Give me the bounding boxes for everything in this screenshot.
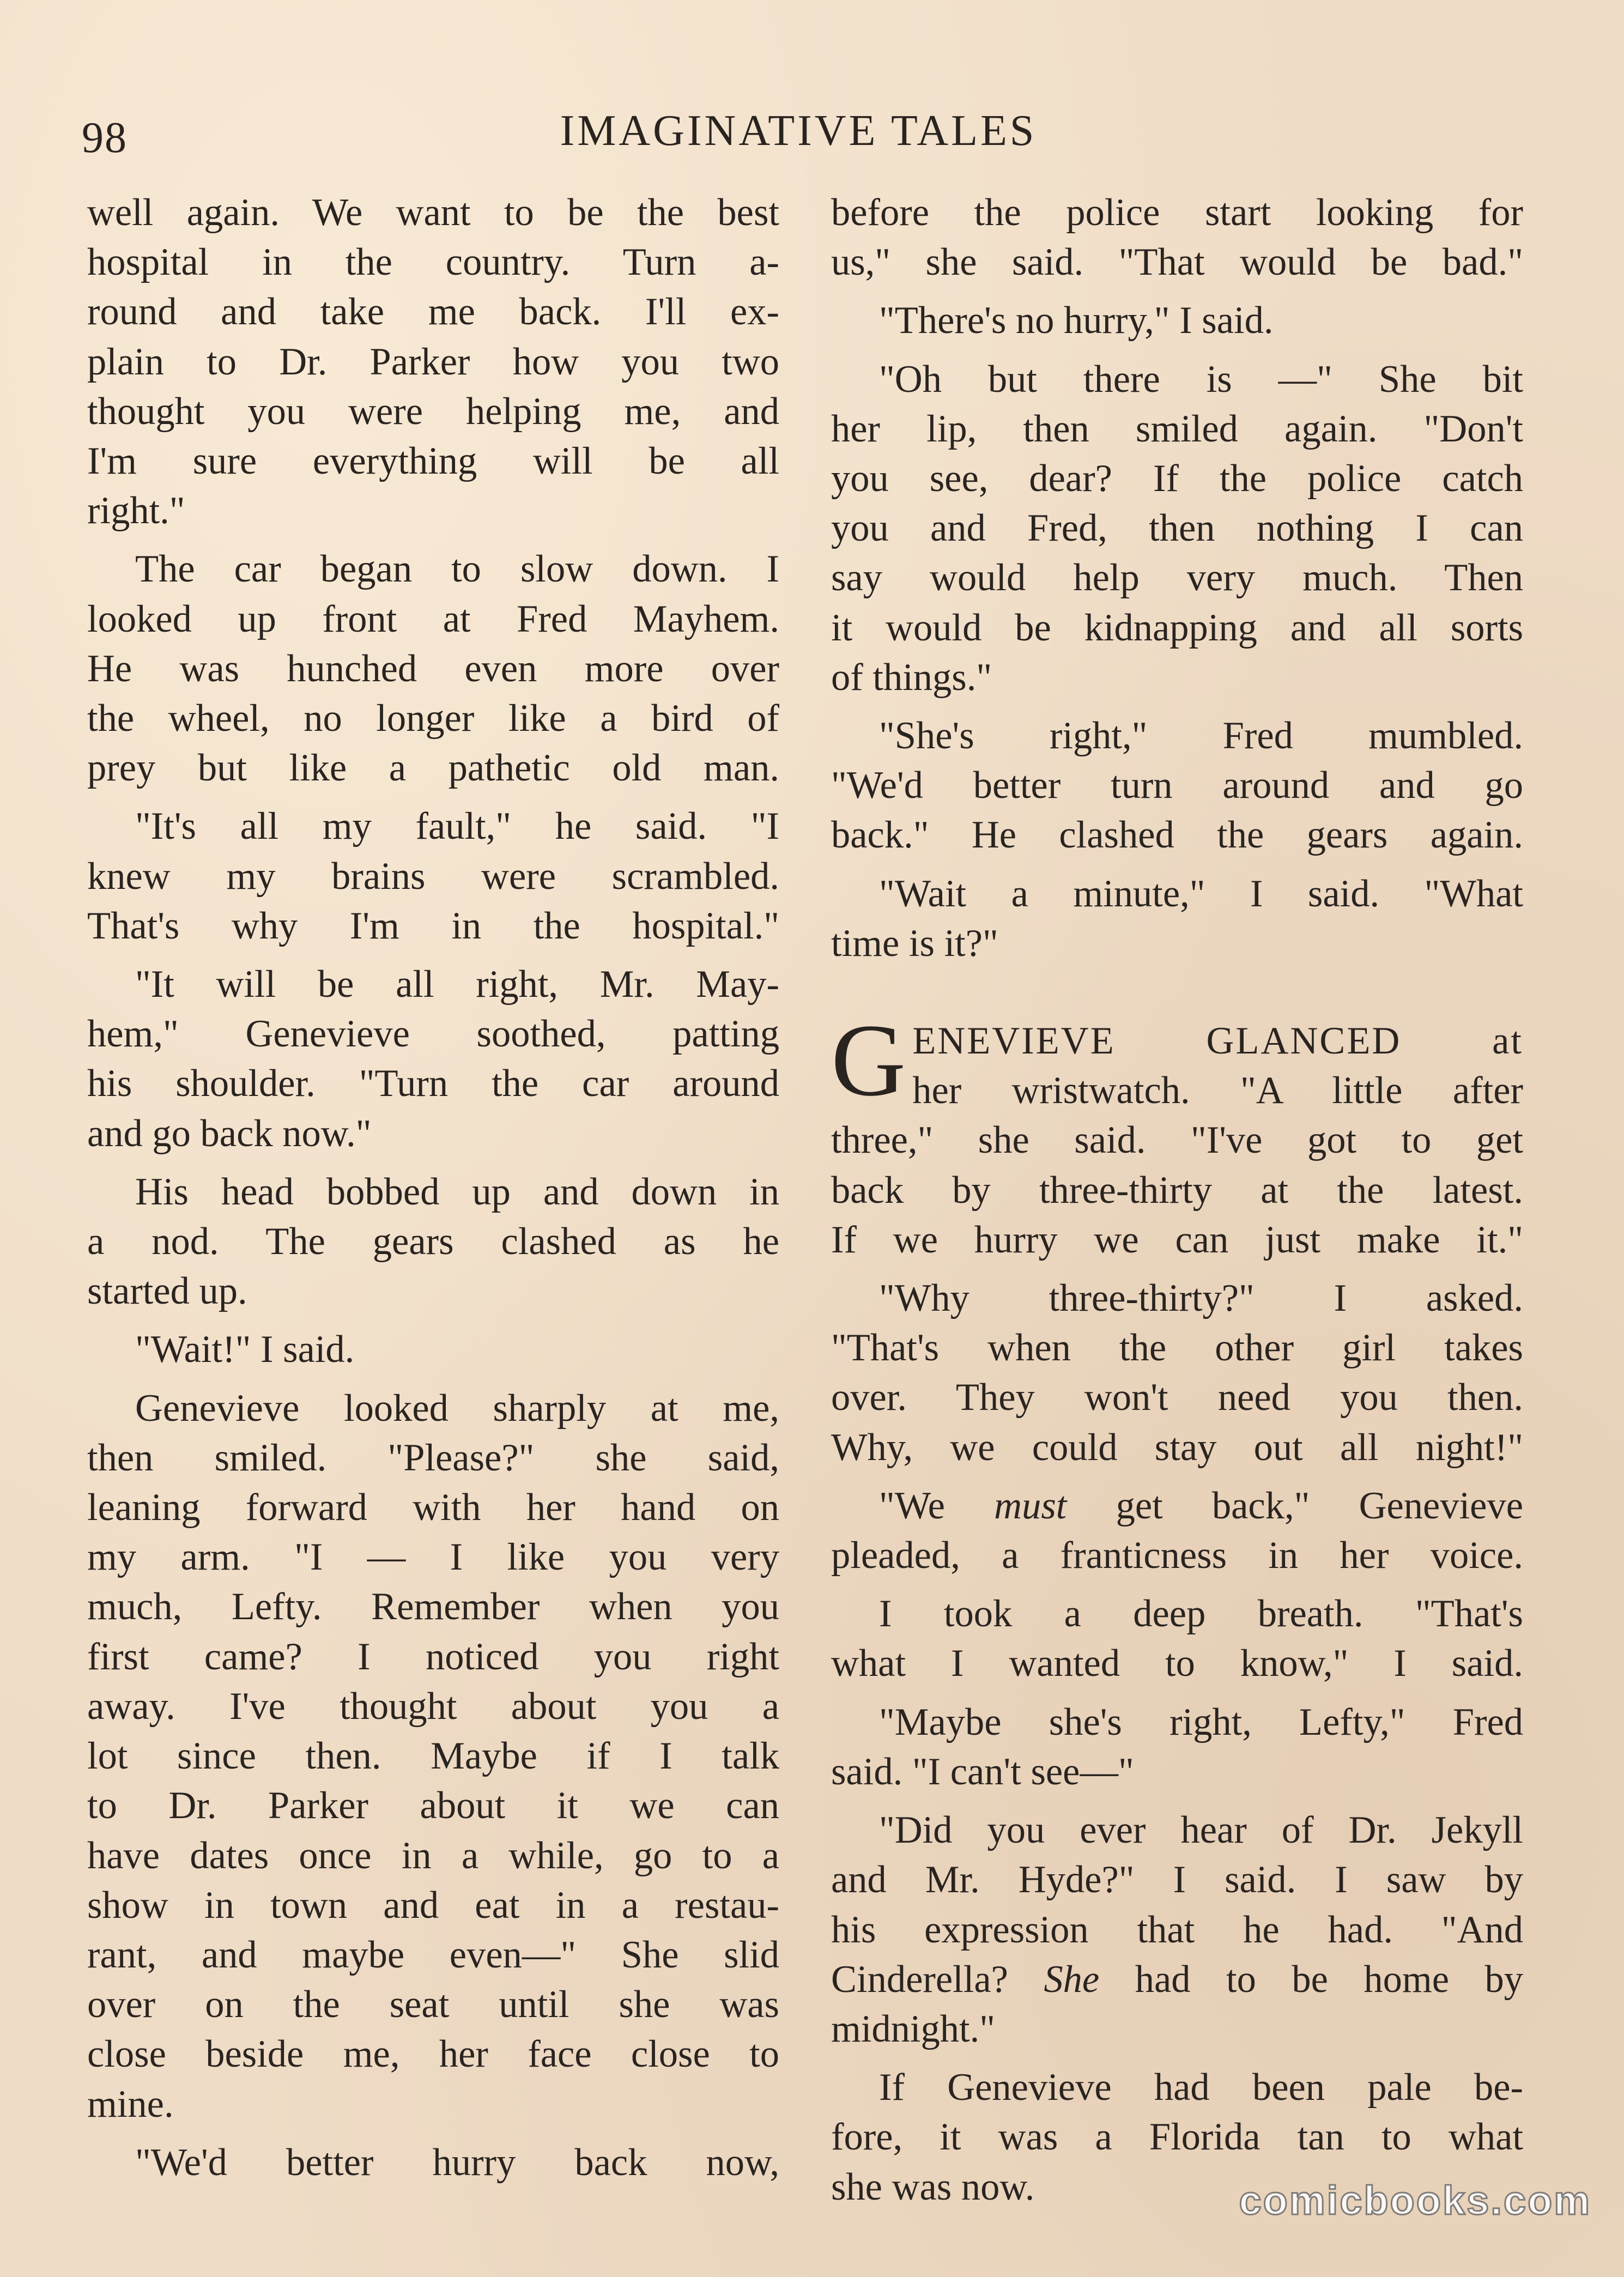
text-line: to Dr. Parker about it we can [87,1784,779,1827]
text-line: a nod. The gears clashed as he [87,1220,779,1263]
text-line: first came? I noticed you right [87,1635,779,1678]
text-line: her wristwatch. "A little after [912,1069,1523,1112]
paragraph [87,1167,779,1317]
text-line: back by three-thirty at the latest. [831,1168,1523,1212]
paragraph [831,1481,1523,1580]
site-watermark: comicbooks.com [1239,2178,1591,2223]
text-line: His head bobbed up and down in [135,1170,779,1213]
text-line: "It's all my fault," he said. "I [135,805,779,848]
paragraph [831,711,1523,861]
text-line: looked up front at Fred Mayhem. [87,597,779,640]
text-line: "Wait!" I said. [135,1328,355,1371]
text-line: then smiled. "Please?" she said, [87,1436,779,1479]
text-line: "We'd better hurry back now, [135,2141,779,2184]
text-line: pleaded, a franticness in her voice. [831,1534,1523,1577]
paragraph [87,188,779,536]
text-line: my arm. "I — I like you very [87,1536,779,1579]
text-line: "Oh but there is —" She bit [879,358,1523,401]
text-line: you see, dear? If the police catch [831,457,1523,500]
text-line: over on the seat until she was [87,1983,779,2026]
text-line: close beside me, her face close to [87,2033,779,2076]
text-line: "There's no hurry," I said. [879,299,1274,342]
text-line: Genevieve looked sharply at me, [135,1386,779,1430]
text-line: away. I've thought about you a [87,1685,779,1728]
text-line: mine. [87,2082,174,2125]
text-line: right." [87,489,185,532]
paragraph [831,296,1523,346]
running-head-title: IMAGINATIVE TALES [560,107,1037,155]
text-line: hem," Genevieve soothed, patting [87,1013,779,1056]
text-line: you and Fred, then nothing I can [831,507,1523,550]
text-line: Cinderella? She had to be home by [831,1958,1523,2001]
text-line: rant, and maybe even—" She slid [87,1933,779,1976]
drop-cap-letter: G [831,1003,906,1118]
text-line: plain to Dr. Parker how you two [87,340,779,383]
text-line: show in town and eat in a restau- [87,1884,779,1927]
text-line: "Wait a minute," I said. "What [879,872,1523,915]
text-line: fore, it was a Florida tan to what [831,2116,1523,2159]
emphasis-text: She [1044,1958,1100,2001]
text-line: started up. [87,1270,247,1313]
text-line: If we hurry we can just make it." [831,1218,1523,1261]
text-line: round and take me back. I'll ex- [87,290,779,334]
text-line: much, Lefty. Remember when you [87,1585,779,1628]
emphasis-text: must [994,1484,1067,1527]
text-line: knew my brains were scrambled. [87,855,779,898]
text-line: "She's right," Fred mumbled. [879,714,1523,758]
paragraph [831,1806,1523,2054]
text-line: us," she said. "That would be bad." [831,241,1523,284]
text-line: prey but like a pathetic old man. [87,747,779,790]
text-line: I'm sure everything will be all [87,440,779,483]
text-line: she was now. [831,2165,1035,2208]
paragraph [831,1274,1523,1473]
text-line: and go back now." [87,1112,372,1155]
text-line: "Did you ever hear of Dr. Jekyll [879,1809,1523,1852]
paragraph [831,188,1523,287]
paragraph [87,1325,779,1374]
text-line: "Why three-thirty?" I asked. [879,1277,1523,1320]
text-line: "That's when the other girl takes [831,1327,1523,1370]
text-line: "We must get back," Genevieve [879,1484,1523,1527]
text-line: lot since then. Maybe if I talk [87,1735,779,1778]
text-line: have dates once in a while, go to a [87,1834,779,1877]
text-line: it would be kidnapping and all sorts [831,606,1523,649]
paragraph [87,544,779,793]
text-line: Why, we could stay out all night!" [831,1426,1523,1469]
text-line: over. They won't need you then. [831,1376,1523,1419]
text-line: That's why I'm in the hospital." [87,904,779,947]
text-line: midnight." [831,2007,996,2050]
text-line: his expression that he had. "And [831,1908,1523,1951]
paragraph [831,355,1523,703]
text-line: his shoulder. "Turn the car around [87,1062,779,1105]
text-line: "Maybe she's right, Lefty," Fred [879,1700,1523,1743]
text-line: I took a deep breath. "That's [879,1592,1523,1636]
text-line: what I wanted to know," I said. [831,1642,1523,1685]
text-line: leaning forward with her hand on [87,1486,779,1529]
text-line: time is it?" [831,922,998,965]
text-line: He was hunched even more over [87,647,779,690]
text-line: hospital in the country. Turn a- [87,241,779,284]
text-line: thought you were helping me, and [87,390,779,433]
text-line: well again. We want to be the best [87,191,779,234]
section-break [831,977,1523,1016]
paragraph [87,1384,779,2129]
right-text-column [831,188,1523,2221]
text-line: her lip, then smiled again. "Don't [831,407,1523,450]
text-line: three," she said. "I've got to get [831,1119,1523,1162]
paragraph [831,869,1523,968]
text-line: The car began to slow down. I [135,548,779,591]
paragraph [87,802,779,951]
text-line: back." He clashed the gears again. [831,814,1523,857]
page-number: 98 [82,114,128,162]
text-line: If Genevieve had been pale be- [879,2066,1523,2109]
dropcap-paragraph [831,1003,1523,1265]
text-line: said. "I can't see—" [831,1750,1134,1793]
paragraph [831,1589,1523,1688]
left-text-column [87,188,779,2196]
text-line: ENEVIEVE GLANCED at [912,1020,1523,1063]
text-line: "It will be all right, Mr. May- [135,963,779,1006]
paragraph [831,1698,1523,1797]
paragraph [87,2138,779,2188]
paragraph [87,960,779,1159]
text-line: and Mr. Hyde?" I said. I saw by [831,1858,1523,1901]
text-line: before the police start looking for [831,191,1523,234]
text-line: "We'd better turn around and go [831,764,1523,807]
text-line: of things." [831,656,992,699]
text-line: say would help very much. Then [831,556,1523,599]
text-line: the wheel, no longer like a bird of [87,697,779,740]
